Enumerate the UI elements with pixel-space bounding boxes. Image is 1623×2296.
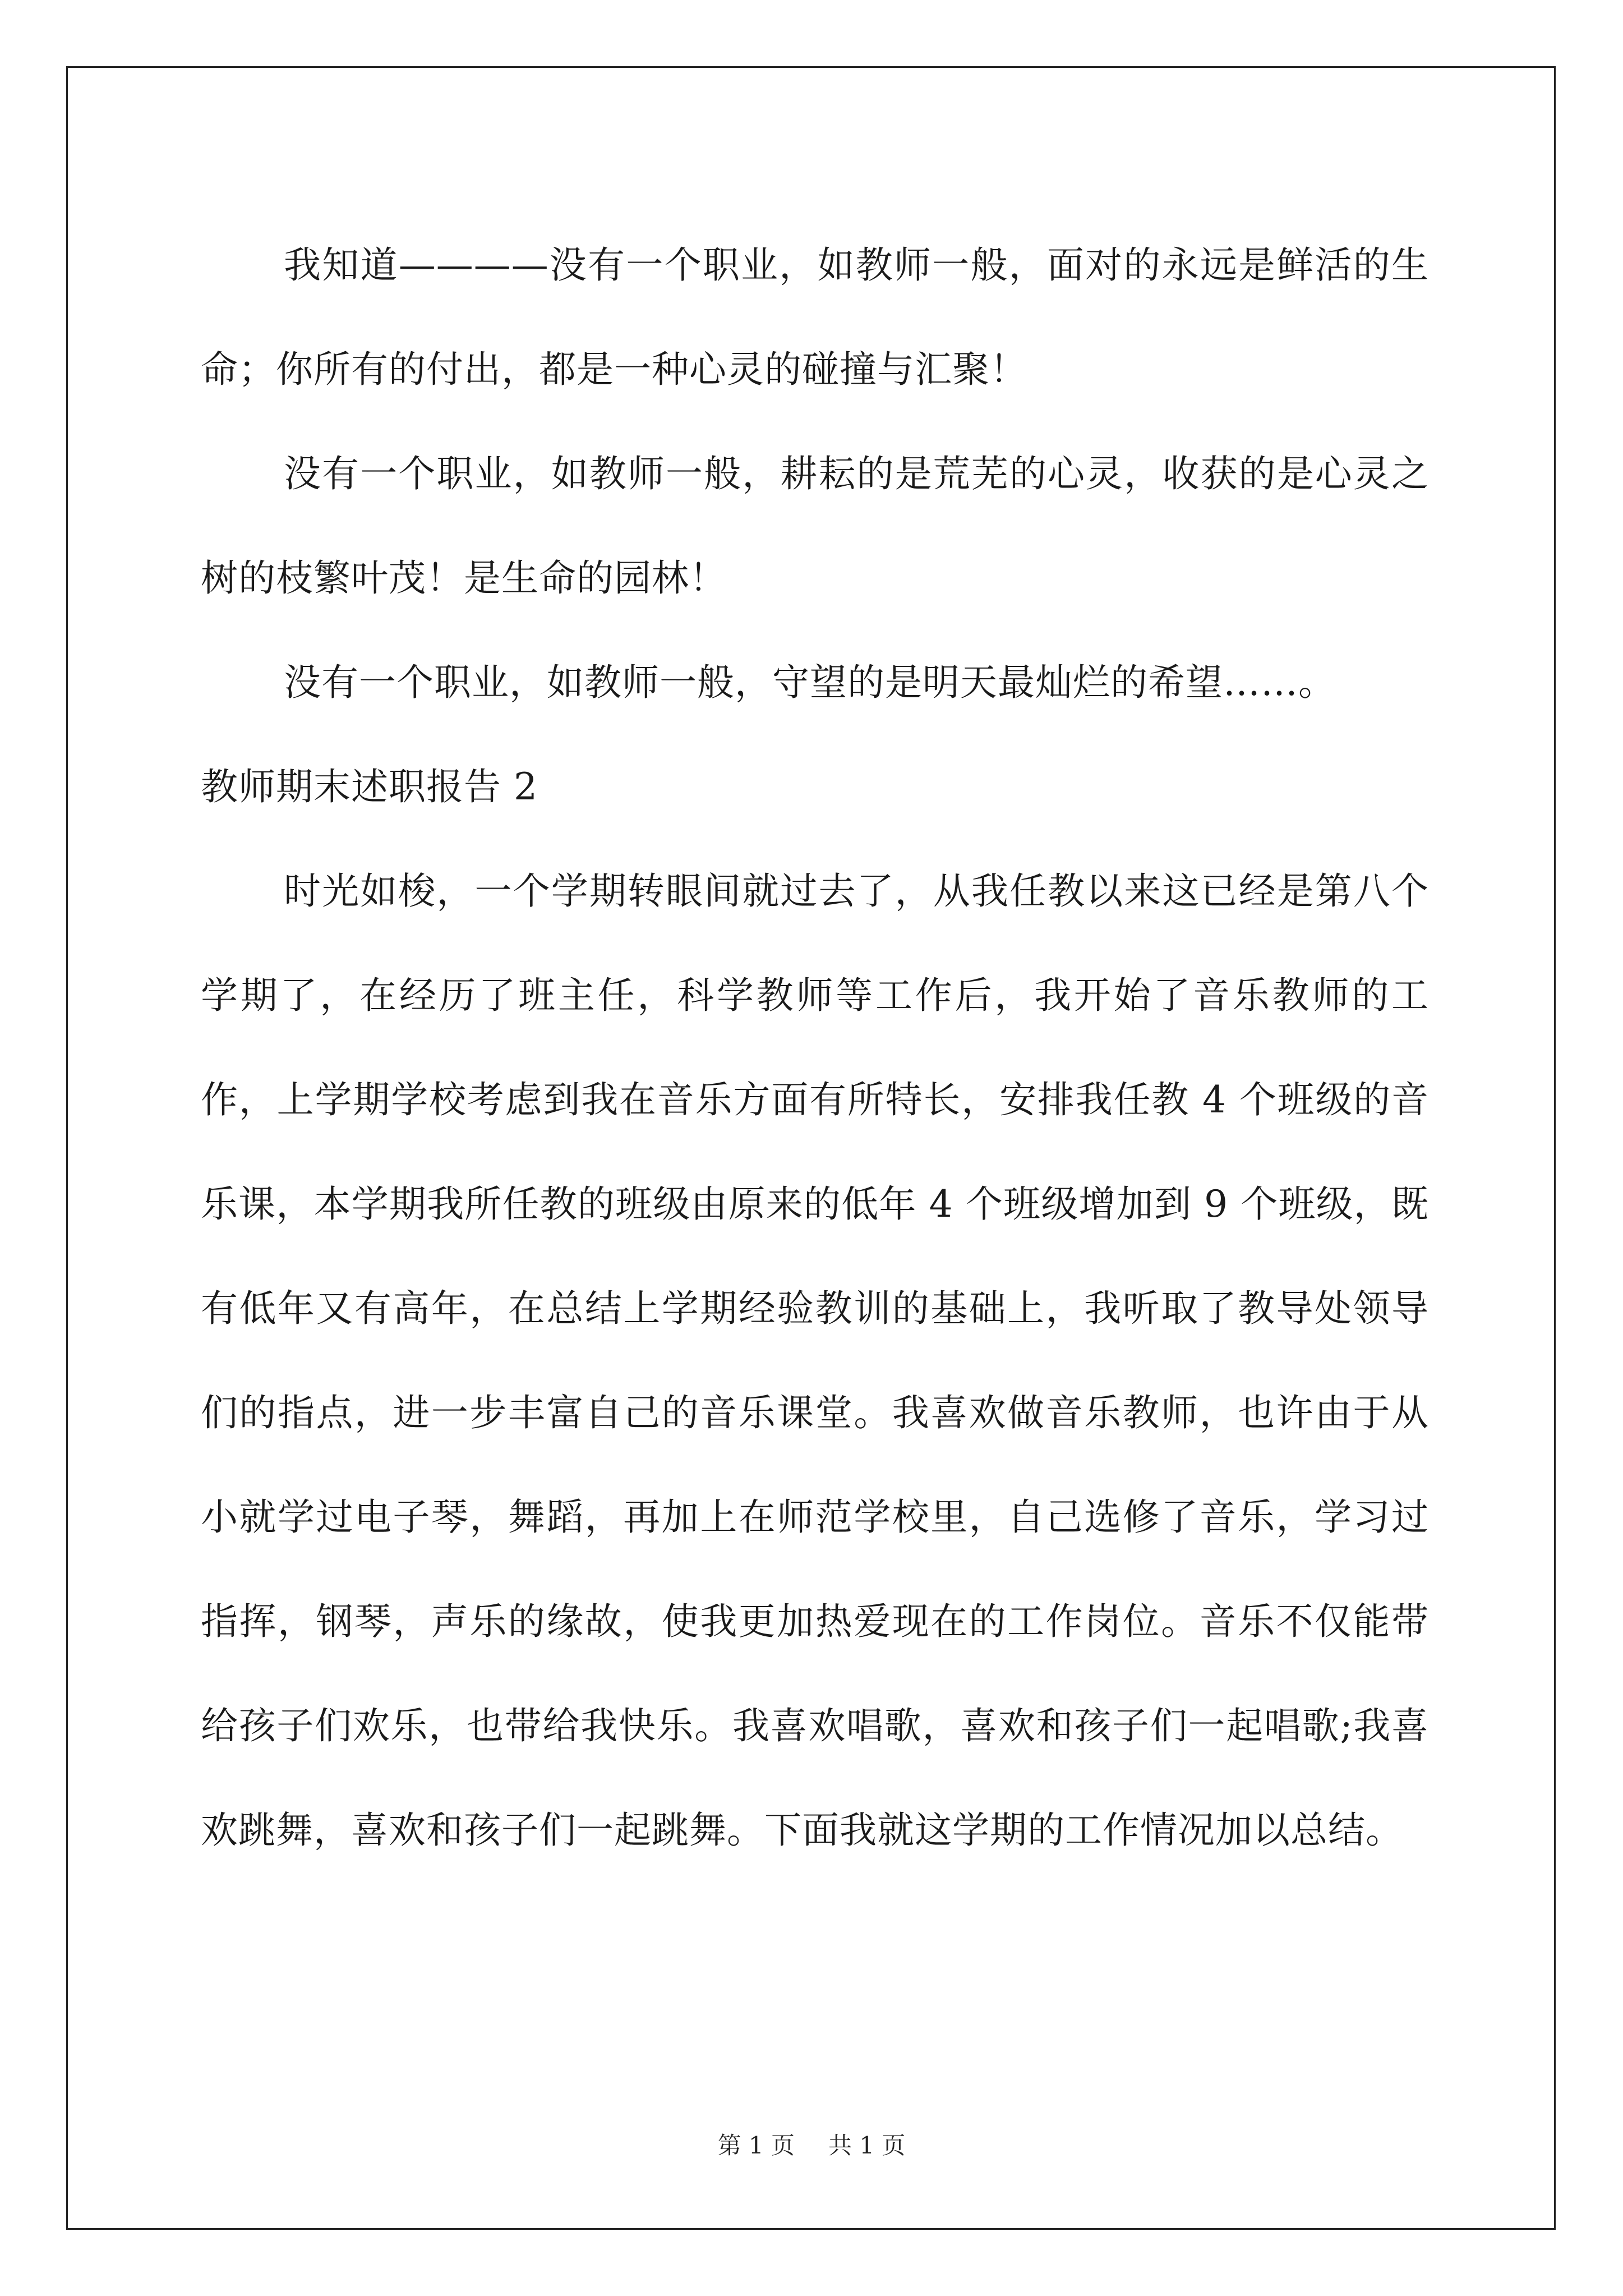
page-footer	[0, 2129, 1623, 2162]
paragraph-3: 没有一个职业，如教师一般，守望的是明天最灿烂的希望……。	[284, 661, 1336, 704]
page-number: 第 1 页	[717, 2132, 795, 2159]
section-heading: 教师期末述职报告 2	[201, 765, 538, 808]
paragraph-2: 没有一个职业，如教师一般，耕耘的是荒芜的心灵，收获的是心灵之树的枝繁叶茂！是生命的园林！	[201, 452, 1429, 600]
paragraph-4: 时光如梭，一个学期转眼间就过去了，从我任教以来这已经是第八个学期了，在经历了班主任，科学教师等工作后，我开始了音乐教师的工作，上学期学校考虑到我在音乐方面有所特长，安排我任教 4 个班级的音乐课，本学期我所任教的班级由原来的低年 4 个班级增加到 9 个班级，既有低年又有高年，在总结上学期经验教训的基础上，我听取了教导处领导们的指点，进一步丰富自己的音乐课堂。我喜欢做音乐教师，也许由于从小就学过电子琴，舞蹈，再加上在师范学校里，自己选修了音乐，学习过指挥，钢琴，声乐的缘故，使我更加热爱现在的工作岗位。音乐不仅能带给孩子们欢乐，也带给我快乐。我喜欢唱歌，喜欢和孩子们一起唱歌;我喜欢跳舞，喜欢和孩子们一起跳舞。下面我就这学期的工作情况加以总结。	[201, 869, 1429, 1852]
document-body	[201, 213, 1429, 1883]
page-total: 共 1 页	[828, 2132, 906, 2159]
paragraph-1: 我知道————没有一个职业，如教师一般，面对的永远是鲜活的生命；你所有的付出，都是一种心灵的碰撞与汇聚！	[201, 243, 1429, 391]
